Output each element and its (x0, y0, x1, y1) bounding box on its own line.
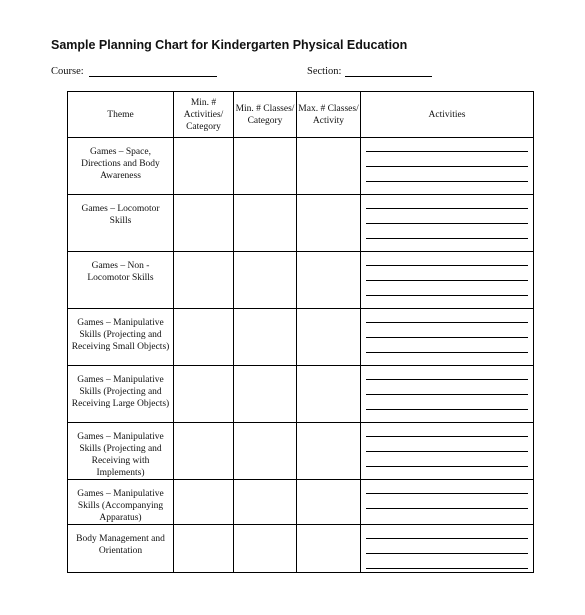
min-classes-cell[interactable] (234, 252, 297, 309)
header-max-classes: Max. # Classes/ Activity (297, 92, 361, 138)
min-activities-cell[interactable] (174, 252, 234, 309)
max-classes-cell[interactable] (297, 138, 361, 195)
header-min-classes: Min. # Classes/ Category (234, 92, 297, 138)
write-line (366, 166, 528, 167)
write-line (366, 223, 528, 224)
write-line (366, 553, 528, 554)
course-field[interactable] (89, 76, 217, 77)
table-row (68, 525, 534, 573)
planning-chart-table (67, 91, 534, 573)
table-row (68, 480, 534, 525)
min-activities-cell[interactable] (174, 138, 234, 195)
table-row (68, 138, 534, 195)
theme-cell: Games – Non - Locomotor Skills (68, 252, 174, 309)
max-classes-cell[interactable] (297, 195, 361, 252)
write-line (366, 379, 528, 380)
min-activities-cell[interactable] (174, 366, 234, 423)
header-theme: Theme (68, 92, 174, 138)
section-field[interactable] (345, 76, 432, 77)
table-row (68, 252, 534, 309)
activities-cell[interactable] (361, 366, 534, 423)
activities-cell[interactable] (361, 138, 534, 195)
course-label: Course: (51, 66, 84, 77)
theme-cell: Games – Manipulative Skills (Projecting and Receiving Large Objects) (68, 366, 174, 423)
min-activities-cell[interactable] (174, 480, 234, 525)
theme-cell: Games – Manipulative Skills (Accompanying Apparatus) (68, 480, 174, 525)
theme-cell: Games – Locomotor Skills (68, 195, 174, 252)
table-header-row (68, 92, 534, 138)
table-row (68, 423, 534, 480)
write-line (366, 151, 528, 152)
write-line (366, 295, 528, 296)
write-line (366, 466, 528, 467)
min-classes-cell[interactable] (234, 525, 297, 573)
write-line (366, 337, 528, 338)
theme-cell: Games – Manipulative Skills (Projecting and Receiving Small Objects) (68, 309, 174, 366)
document-title: Sample Planning Chart for Kindergarten Physical Education (51, 38, 408, 52)
min-classes-cell[interactable] (234, 138, 297, 195)
max-classes-cell[interactable] (297, 309, 361, 366)
activities-cell[interactable] (361, 252, 534, 309)
max-classes-cell[interactable] (297, 480, 361, 525)
activities-cell[interactable] (361, 423, 534, 480)
min-activities-cell[interactable] (174, 423, 234, 480)
min-activities-cell[interactable] (174, 195, 234, 252)
activities-cell[interactable] (361, 480, 534, 525)
activities-cell[interactable] (361, 195, 534, 252)
min-classes-cell[interactable] (234, 480, 297, 525)
write-line (366, 394, 528, 395)
min-classes-cell[interactable] (234, 423, 297, 480)
write-line (366, 568, 528, 569)
write-line (366, 352, 528, 353)
write-line (366, 181, 528, 182)
section-label: Section: (307, 66, 342, 77)
min-classes-cell[interactable] (234, 195, 297, 252)
write-line (366, 265, 528, 266)
activities-cell[interactable] (361, 309, 534, 366)
min-activities-cell[interactable] (174, 525, 234, 573)
write-line (366, 538, 528, 539)
theme-cell: Games – Manipulative Skills (Projecting and Receiving with Implements) (68, 423, 174, 480)
table-row (68, 309, 534, 366)
table-row (68, 195, 534, 252)
max-classes-cell[interactable] (297, 423, 361, 480)
write-line (366, 322, 528, 323)
min-classes-cell[interactable] (234, 309, 297, 366)
write-line (366, 409, 528, 410)
max-classes-cell[interactable] (297, 252, 361, 309)
write-line (366, 493, 528, 494)
theme-cell: Body Management and Orientation (68, 525, 174, 573)
write-line (366, 280, 528, 281)
max-classes-cell[interactable] (297, 366, 361, 423)
write-line (366, 508, 528, 509)
write-line (366, 451, 528, 452)
min-classes-cell[interactable] (234, 366, 297, 423)
activities-cell[interactable] (361, 525, 534, 573)
table-row (68, 366, 534, 423)
min-activities-cell[interactable] (174, 309, 234, 366)
theme-cell: Games – Space, Directions and Body Awareness (68, 138, 174, 195)
write-line (366, 238, 528, 239)
max-classes-cell[interactable] (297, 525, 361, 573)
write-line (366, 436, 528, 437)
header-min-activities: Min. # Activities/ Category (174, 92, 234, 138)
header-activities: Activities (361, 92, 534, 138)
write-line (366, 208, 528, 209)
